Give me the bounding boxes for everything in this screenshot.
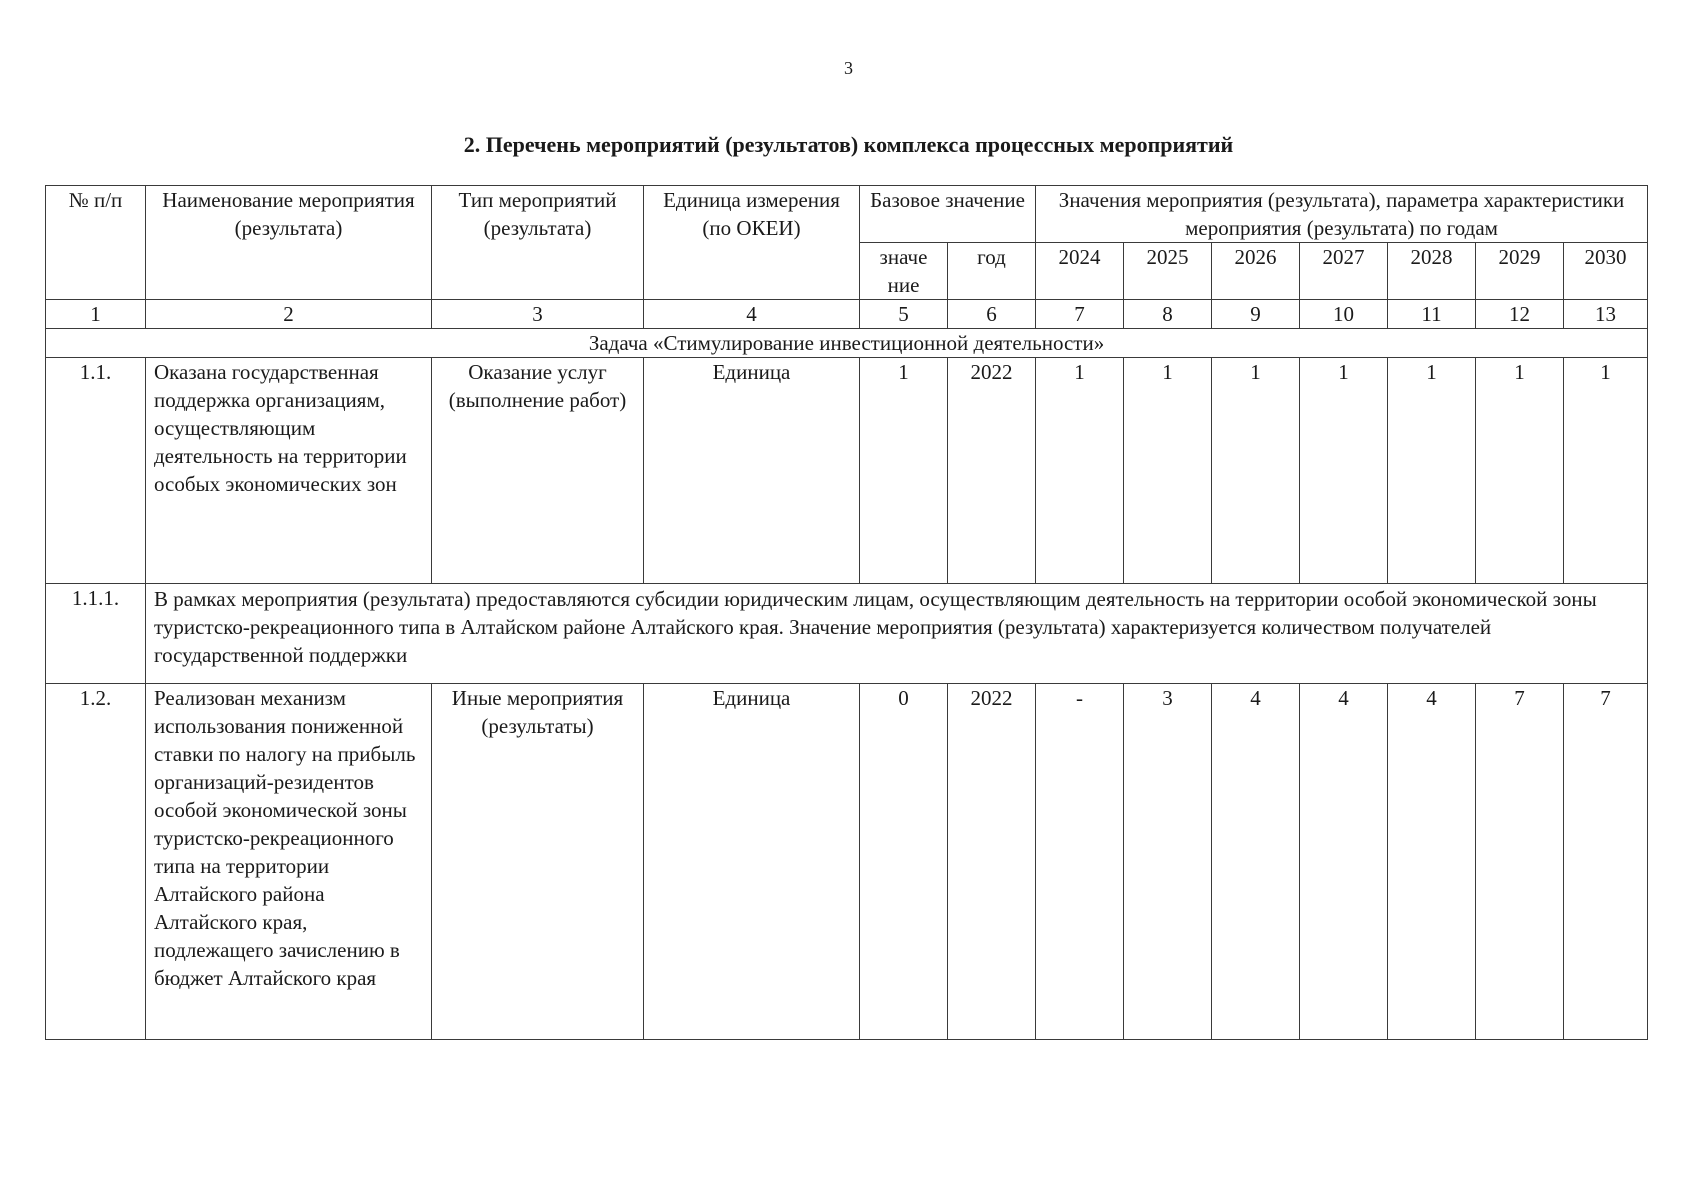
row-value: 3 bbox=[1124, 684, 1212, 1040]
header-unit: Единица измерения (по ОКЕИ) bbox=[644, 186, 860, 300]
row-name: Оказана государственная поддержка организациям, осуществляющим деятельность на территории особых экономических зон bbox=[146, 358, 432, 584]
task-title: Задача «Стимулирование инвестиционной деятельности» bbox=[46, 329, 1648, 358]
row-value: 1 bbox=[1388, 358, 1476, 584]
row-type: Иные мероприятия (результаты) bbox=[432, 684, 644, 1040]
table-header-row bbox=[46, 186, 1648, 243]
column-number: 12 bbox=[1476, 300, 1564, 329]
column-number: 10 bbox=[1300, 300, 1388, 329]
row-base-value: 1 bbox=[860, 358, 948, 584]
header-name: Наименование мероприятия (результата) bbox=[146, 186, 432, 300]
column-number: 13 bbox=[1564, 300, 1648, 329]
row-unit: Единица bbox=[644, 684, 860, 1040]
header-year: 2030 bbox=[1564, 243, 1648, 300]
row-base-year: 2022 bbox=[948, 358, 1036, 584]
row-value: 4 bbox=[1300, 684, 1388, 1040]
header-values: Значения мероприятия (результата), параметра характеристики мероприятия (результата) по годам bbox=[1036, 186, 1648, 243]
column-number: 7 bbox=[1036, 300, 1124, 329]
description-text: В рамках мероприятия (результата) предоставляются субсидии юридическим лицам, осуществляющим деятельность на территории особой экономической зоны туристско-рекреационного типа в Алтайском районе Алтайского края. Значение мероприятия (результата) характеризуется количеством получателей государственной поддержки bbox=[146, 584, 1648, 684]
row-value: 1 bbox=[1036, 358, 1124, 584]
row-value: 7 bbox=[1476, 684, 1564, 1040]
row-name: Реализован механизм использования пониженной ставки по налогу на прибыль организаций-резидентов особой экономической зоны туристско-рекреационного типа на территории Алтайского района Алтайского края, подлежащего зачислению в бюджет Алтайского края bbox=[146, 684, 432, 1040]
task-row bbox=[46, 329, 1648, 358]
description-number: 1.1.1. bbox=[46, 584, 146, 684]
document-title: 2. Перечень мероприятий (результатов) комплекса процессных мероприятий bbox=[463, 132, 1234, 157]
row-base-value: 0 bbox=[860, 684, 948, 1040]
column-number: 4 bbox=[644, 300, 860, 329]
row-value: 4 bbox=[1388, 684, 1476, 1040]
activities-table bbox=[45, 185, 1648, 1040]
row-type: Оказание услуг (выполнение работ) bbox=[432, 358, 644, 584]
row-value: 7 bbox=[1564, 684, 1648, 1040]
row-value: 1 bbox=[1476, 358, 1564, 584]
column-numbers-row bbox=[46, 300, 1648, 329]
description-row bbox=[46, 584, 1648, 684]
column-number: 6 bbox=[948, 300, 1036, 329]
row-unit: Единица bbox=[644, 358, 860, 584]
column-number: 2 bbox=[146, 300, 432, 329]
row-value: 1 bbox=[1212, 358, 1300, 584]
header-year: 2025 bbox=[1124, 243, 1212, 300]
column-number: 9 bbox=[1212, 300, 1300, 329]
row-value: 1 bbox=[1300, 358, 1388, 584]
header-year: 2029 bbox=[1476, 243, 1564, 300]
row-base-year: 2022 bbox=[948, 684, 1036, 1040]
row-number: 1.1. bbox=[46, 358, 146, 584]
header-year: 2028 bbox=[1388, 243, 1476, 300]
row-value: 1 bbox=[1124, 358, 1212, 584]
header-base-value: значе ние bbox=[860, 243, 948, 300]
table-row bbox=[46, 358, 1648, 584]
row-value: 1 bbox=[1564, 358, 1648, 584]
column-number: 1 bbox=[46, 300, 146, 329]
header-type: Тип мероприятий (результата) bbox=[432, 186, 644, 300]
header-year: 2024 bbox=[1036, 243, 1124, 300]
header-number: № п/п bbox=[46, 186, 146, 300]
row-value: - bbox=[1036, 684, 1124, 1040]
header-year: 2027 bbox=[1300, 243, 1388, 300]
column-number: 3 bbox=[432, 300, 644, 329]
page-number: 3 bbox=[844, 58, 853, 78]
column-number: 11 bbox=[1388, 300, 1476, 329]
header-year: 2026 bbox=[1212, 243, 1300, 300]
header-base: Базовое значение bbox=[860, 186, 1036, 243]
row-number: 1.2. bbox=[46, 684, 146, 1040]
table-row bbox=[46, 684, 1648, 1040]
row-value: 4 bbox=[1212, 684, 1300, 1040]
column-number: 5 bbox=[860, 300, 948, 329]
column-number: 8 bbox=[1124, 300, 1212, 329]
header-base-year: год bbox=[948, 243, 1036, 300]
